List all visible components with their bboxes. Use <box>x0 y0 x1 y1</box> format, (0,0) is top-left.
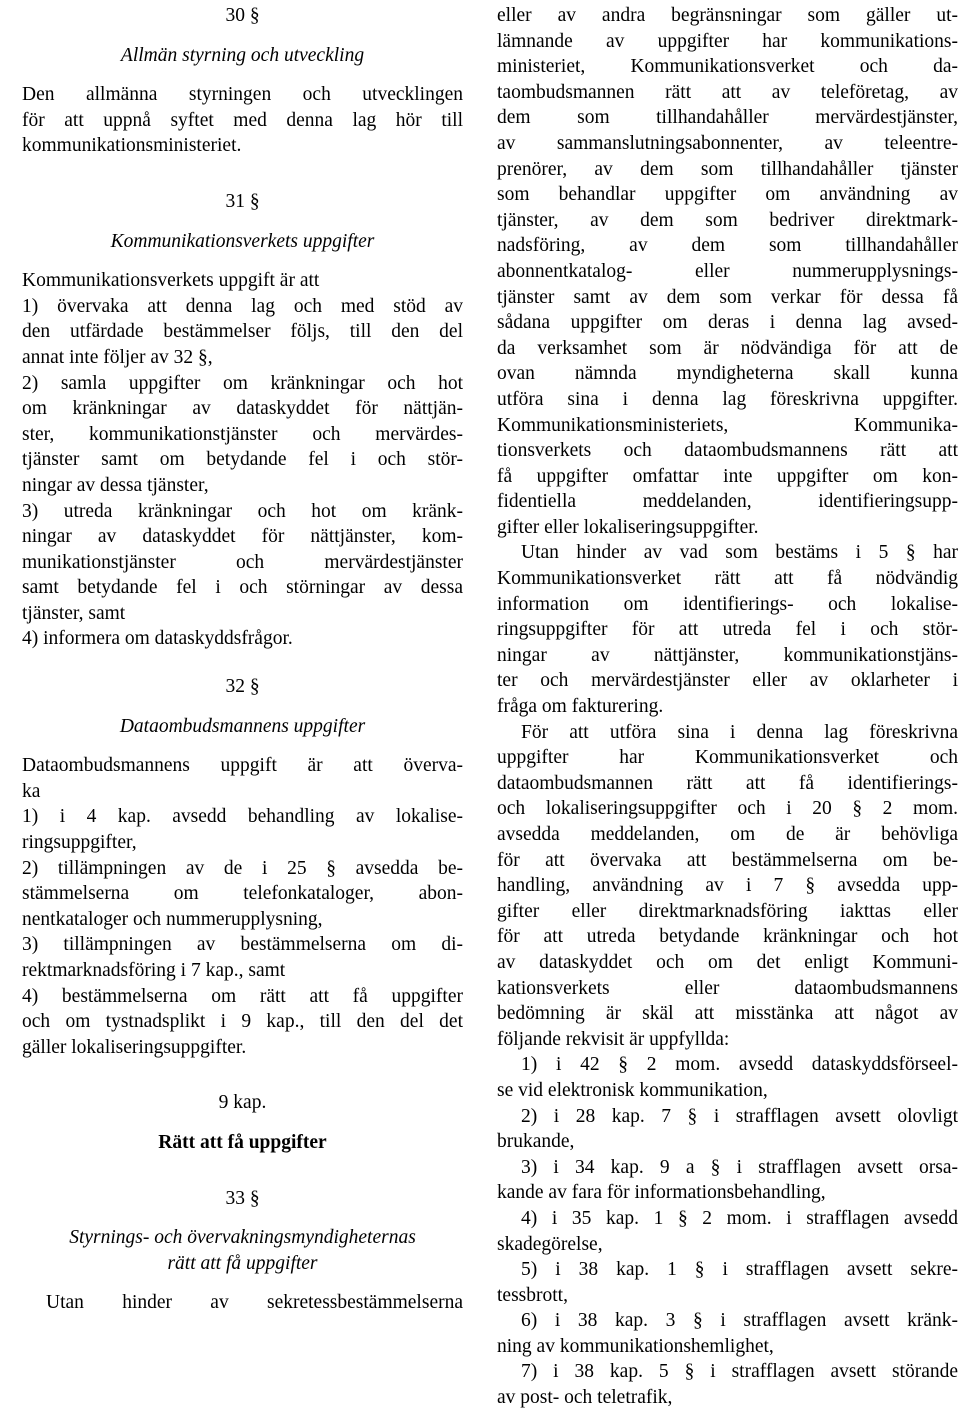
spacer <box>22 1156 463 1186</box>
right-column-text-line: för att utreda betydande kränkningar och hot <box>497 926 958 948</box>
right-column-text-line: se vid elektronisk kommunikation, <box>497 1079 768 1101</box>
left-column-text-line: Dataombudsmannens uppgift är att överva- <box>22 755 463 777</box>
right-column-text-line: Kommunikationsverket rätt att få nödvändig <box>497 568 958 590</box>
right-column-text-line: För att utföra sina i denna lag föreskrivna <box>521 721 958 743</box>
right-column-text-line: för att övervaka att bestämmelserna om be- <box>497 849 958 871</box>
right-column-text-line: av sammanslutningsabonnenter, av teleentre- <box>497 132 958 154</box>
right-column-text-line: handling, användning av i 7 § avsedda upp- <box>497 875 958 897</box>
right-column-text-line: information om identifierings- och lokalise- <box>497 593 958 615</box>
left-column-text-line: tjänster samt om betydande fel i och stör- <box>22 449 463 471</box>
right-column-text-line: abonnentkatalog- eller nummerupplysnings- <box>497 260 958 282</box>
right-column-text-line: 4) i 35 kap. 1 § 2 mom. i strafflagen avsedd <box>521 1207 958 1229</box>
right-column-text-line: sådana uppgifter om deras i denna lag avsed- <box>497 312 958 334</box>
left-column-text-line: den utfärdade bestämmelser följs, till den del <box>22 321 463 343</box>
left-column-text-line: ster, kommunikationstjänster och mervärdes- <box>22 423 463 445</box>
left-column-text-line: ringsuppgifter, <box>22 832 137 854</box>
left-column-heading: 33 § <box>225 1187 260 1209</box>
right-column-text-line: bedömning är skäl att misstänka att något av <box>497 1003 958 1025</box>
left-column-text-line: Kommunikationsverkets uppgift är att <box>22 270 320 292</box>
right-column <box>497 3 958 1411</box>
left-column-text-line: 2) samla uppgifter om kränkningar och hot <box>22 372 463 394</box>
right-column-text-line: eller av andra begränsningar som gäller ut- <box>497 5 958 26</box>
spacer <box>22 1211 463 1225</box>
left-column-text-line: ningar av dataskyddet för nättjänster, kom- <box>22 526 463 548</box>
right-column-text-line: fråga om fakturering. <box>497 696 664 718</box>
left-column-heading: Dataombudsmannens uppgifter <box>119 715 366 737</box>
right-column-text-line: lämnande av uppgifter har kommunikations- <box>497 30 958 52</box>
right-column-text-line: ning av kommunikationshemlighet, <box>497 1335 774 1357</box>
left-column-text-line: rektmarknadsföring i 7 kap., samt <box>22 960 286 981</box>
right-column-text-line: 3) i 34 kap. 9 a § i strafflagen avsett orsa- <box>521 1156 958 1178</box>
left-column-text-line: Den allmänna styrningen och utvecklingen <box>22 84 463 106</box>
spacer <box>22 700 463 714</box>
right-column-text-line: få uppgifter omfattar inte uppgifter om kon- <box>497 465 958 487</box>
right-column-text-line: ovan nämnda myndigheterna skall kunna <box>497 363 958 385</box>
left-column-heading: Kommunikationsverkets uppgifter <box>110 230 375 252</box>
right-column-text-line: avsedda meddelanden, om de är behövliga <box>497 824 958 845</box>
right-column-text-line: kationsverkets eller dataombudsmannens <box>497 977 958 999</box>
left-column-text-line: 2) tillämpningen av de i 25 § avsedda be- <box>22 857 463 879</box>
spacer <box>22 29 463 43</box>
left-column-text-line: 3) tillämpningen av bestämmelserna om di- <box>22 934 463 956</box>
right-column-text-line: kande av fara för informationsbehandling, <box>497 1182 826 1204</box>
spacer <box>22 652 463 674</box>
right-column-text-line: dataombudsmannen rätt att få identifierings- <box>497 772 958 794</box>
right-column-text-line: och lokaliseringsuppgifter och i 20 § 2 mom. <box>497 798 958 820</box>
spacer <box>22 159 463 189</box>
right-column-text-line: dem som tillhandahåller mervärdestjänster, <box>497 107 958 129</box>
spacer <box>22 739 463 753</box>
left-column <box>22 3 463 1316</box>
left-column-heading: rätt att få uppgifter <box>167 1252 318 1274</box>
right-column-text-line: brukande, <box>497 1131 575 1153</box>
left-column-text-line: om kränkningar av dataskyddet för nättjän- <box>22 398 463 420</box>
right-column-text-line: da verksamhet som är nödvändiga för att de <box>497 337 958 359</box>
right-column-text-line: av dataskyddet och om det enligt Kommuni- <box>497 951 958 973</box>
right-column-text-line: gifter eller lokaliseringsuppgifter. <box>497 516 759 538</box>
right-column-text-line: nadsföring, av dem som tillhandahåller <box>497 235 958 257</box>
left-column-text-line: kommunikationsministeriet. <box>22 135 242 157</box>
left-column-heading: 31 § <box>225 190 260 212</box>
left-column-text-line: munikationstjänster och mervärdestjänster <box>22 551 463 573</box>
left-column-heading: Allmän styrning och utveckling <box>120 44 365 66</box>
right-column-text-line: 7) i 38 kap. 5 § i strafflagen avsett störande <box>521 1361 958 1383</box>
right-column-text-line: prenörer, av dem som tillhandahåller tjänster <box>497 158 958 180</box>
spacer <box>22 215 463 229</box>
left-column-text-line: 1) i 4 kap. avsedd behandling av lokalise- <box>22 806 463 828</box>
right-column-text-line: tessbrott, <box>497 1284 568 1306</box>
right-column-text-line: fidentiella meddelanden, identifieringsupp- <box>497 491 958 513</box>
left-column-heading: Styrnings- och övervakningsmyndigheternas <box>69 1227 416 1249</box>
spacer <box>22 1116 463 1130</box>
left-column-text-line: Utan hinder av sekretessbestämmelserna <box>46 1292 463 1314</box>
right-column-text-line: 5) i 38 kap. 1 § i strafflagen avsett sekre- <box>521 1259 958 1281</box>
right-column-text-line: som behandlar uppgifter om användning av <box>497 184 958 206</box>
right-column-text-line: skadegörelse, <box>497 1233 603 1255</box>
left-column-heading: 30 § <box>225 5 260 26</box>
right-column-text-line: Kommunikationsministeriets, Kommunika- <box>497 414 958 436</box>
left-column-text-line: för att uppnå syftet med denna lag hör till <box>22 109 463 131</box>
left-column-text-line: 4) bestämmelserna om rätt att få uppgifter <box>22 985 463 1007</box>
spacer <box>22 1276 463 1290</box>
left-column-text-line: samt betydande fel i och störningar av dessa <box>22 577 463 599</box>
right-column-text-line: ministeriet, Kommunikationsverket och da- <box>497 56 958 78</box>
left-column-text-line: 4) informera om dataskyddsfrågor. <box>22 628 293 650</box>
left-column-text-line: 1) övervaka att denna lag och med stöd av <box>22 295 463 317</box>
right-column-text-line: ringsuppgifter för att utreda fel i och stör- <box>497 619 958 641</box>
left-column-text-line: tjänster, samt <box>22 602 126 624</box>
left-column-heading: 9 kap. <box>218 1092 267 1114</box>
left-column-heading: 32 § <box>225 676 260 698</box>
left-column-text-line: ka <box>22 780 41 802</box>
right-column-text-line: ter och mervärdestjänster eller av oklarheter i <box>497 670 958 692</box>
left-column-text-line: stämmelserna om telefonkataloger, abon- <box>22 883 463 905</box>
right-column-text-line: 1) i 42 § 2 mom. avsedd dataskyddsförseel- <box>521 1054 958 1076</box>
left-column-text-line: och om tystnadsplikt i 9 kap., till den del det <box>22 1011 463 1033</box>
right-column-text-line: tjänster, av dem som bedriver direktmark- <box>497 209 958 231</box>
left-column-heading: Rätt att få uppgifter <box>158 1131 327 1153</box>
right-column-text-line: tjänster samt av dem som verkar för dessa få <box>497 286 958 308</box>
right-column-text-line: uppgifter har Kommunikationsverket och <box>497 747 958 769</box>
left-column-text-line: annat inte följer av 32 §, <box>22 346 213 368</box>
right-column-text-line: följande rekvisit är uppfyllda: <box>497 1028 730 1050</box>
left-column-text-line: nentkataloger och nummerupplysning, <box>22 908 323 930</box>
right-column-text-line: ningar av nättjänster, kommunikationstjäns- <box>497 644 958 666</box>
right-column-text-line: av post- och teletrafik, <box>497 1387 673 1409</box>
spacer <box>22 68 463 82</box>
right-column-text-line: Utan hinder av vad som bestäms i 5 § har <box>521 542 958 564</box>
spacer <box>22 254 463 268</box>
left-column-text-line: ningar av dessa tjänster, <box>22 474 209 496</box>
right-column-text-line: taombudsmannen rätt att av teleföretag, av <box>497 81 958 103</box>
right-column-text-line: tionsverkets och dataombudsmannens rätt att <box>497 440 958 462</box>
left-column-text-line: 3) utreda kränkningar och hot om kränk- <box>22 500 463 522</box>
right-column-text-line: 2) i 28 kap. 7 § i strafflagen avsett olovligt <box>521 1105 958 1127</box>
right-column-text-line: 6) i 38 kap. 3 § i strafflagen avsett kränk- <box>521 1310 958 1332</box>
left-column-text-line: gäller lokaliseringsuppgifter. <box>22 1036 247 1058</box>
right-column-text-line: utföra sina i denna lag föreskrivna uppgifter. <box>497 388 958 410</box>
spacer <box>22 1060 463 1090</box>
right-column-text-line: gifter eller direktmarknadsföring iakttas eller <box>497 900 958 922</box>
